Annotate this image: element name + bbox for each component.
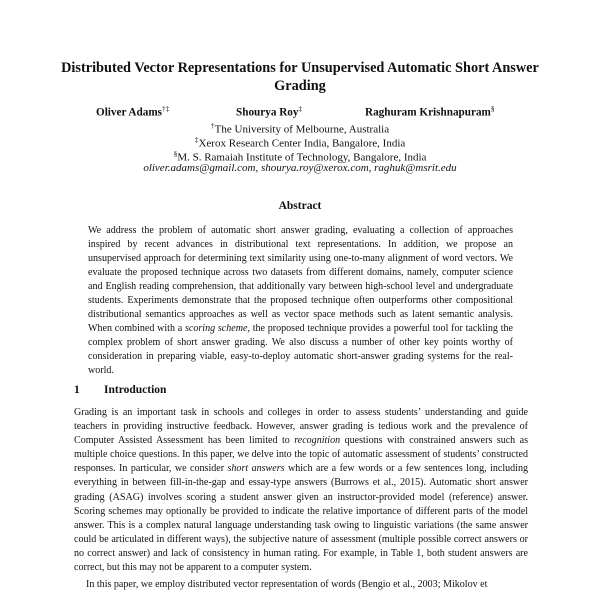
abstract-text-after: , the proposed technique provides a powerful tool for tackling the complex problem of short answer grading. We also discuss a number of other key points worthy of consideration in preparing viable, easy-to-deploy automatic short-answer grading systems for the real-world. bbox=[88, 323, 513, 377]
abstract-heading: Abstract bbox=[278, 200, 322, 212]
abstract-body bbox=[88, 224, 513, 379]
affiliation-text: The University of Melbourne, Australia bbox=[214, 123, 390, 136]
intro-paragraph-2: In this paper, we employ distributed vector representation of words (Bengio et al., 2003; Mikolov et bbox=[86, 579, 488, 590]
section-title: Introduction bbox=[104, 384, 167, 396]
author-name: Oliver Adams bbox=[96, 106, 162, 119]
affiliation-text: Xerox Research Center India, Bangalore, India bbox=[198, 137, 406, 150]
intro-emphasis-short-answers: short answers bbox=[227, 463, 285, 475]
author-marks: ‡ bbox=[298, 104, 303, 113]
affiliation-mark: † bbox=[210, 121, 215, 130]
intro-text: questions with constrained answers such as multiple choice questions. In this paper, we delve into the topic of automatic assessment of students’ constructed responses. In particular, we consider bbox=[74, 435, 528, 475]
intro-text: which are a few words or a few sentences long, including everything in between fill-in-the-gap and essay-type answers (Burrows et al., 2015). Automatic short answer grading (ASAG) involves scoring a student answer given an instructor-provided model (reference) answer. Scoring schemes may optionally be provided to indicate the relative importance of different parts of the model answer. This is a complex natural language understanding task owing to linguistic variations (the same answer could be articulated in different ways), the subjective nature of assessment (multiple possible correct answers or no correct answer) and lack of consistency in human rating. For example, in Table 1, both student answers are correct, but this may not be apparent to a computer system. bbox=[74, 463, 529, 574]
intro-text: Grading is an important task in schools and colleges in order to assess students’ understanding and guide teachers in providing instructive feedback. However, answer grading is tedious work and the prevalence of Computer Assisted Assessment has been limited to bbox=[74, 407, 528, 447]
author-shourya-roy bbox=[236, 104, 302, 119]
affiliation-mark: § bbox=[173, 149, 178, 158]
author-name: Raghuram Krishnapuram bbox=[365, 106, 491, 119]
author-marks: § bbox=[490, 104, 495, 113]
author-marks: †‡ bbox=[162, 104, 170, 113]
abstract-emphasis: scoring scheme bbox=[184, 323, 248, 335]
paper-title: Distributed Vector Representations for Unsupervised Automatic Short Answer Grading bbox=[61, 60, 539, 94]
abstract-text-before: We address the problem of automatic short answer grading, evaluating a collection of approaches inspired by recent advances in distributional text representations. In addition, we propose an unsupervised approach for determining text similarity using one-to-many alignment of word vectors. We evaluate the proposed technique across two datasets from different domains, namely, computer science and English reading comprehension, that additionally vary between high-school level and undergraduate students. Experiments demonstrate that the proposed technique often outperforms other compositional distributional semantics approaches as well as vector space methods such as latent semantic analysis. When combined with a bbox=[88, 225, 513, 335]
section-number: 1 bbox=[74, 384, 80, 396]
author-name: Shourya Roy bbox=[236, 106, 299, 119]
affiliation-text: M. S. Ramaiah Institute of Technology, Bangalore, India bbox=[177, 151, 427, 164]
author-raghuram-krishnapuram bbox=[365, 104, 495, 119]
author-oliver-adams bbox=[96, 104, 170, 119]
author-emails: oliver.adams@gmail.com, shourya.roy@xerox.com, raghuk@msrit.edu bbox=[143, 162, 457, 174]
affiliation-mark: ‡ bbox=[194, 135, 199, 144]
intro-paragraph-1 bbox=[74, 406, 528, 575]
section-heading-introduction bbox=[74, 384, 166, 396]
intro-emphasis-recognition: recognition bbox=[294, 435, 341, 447]
